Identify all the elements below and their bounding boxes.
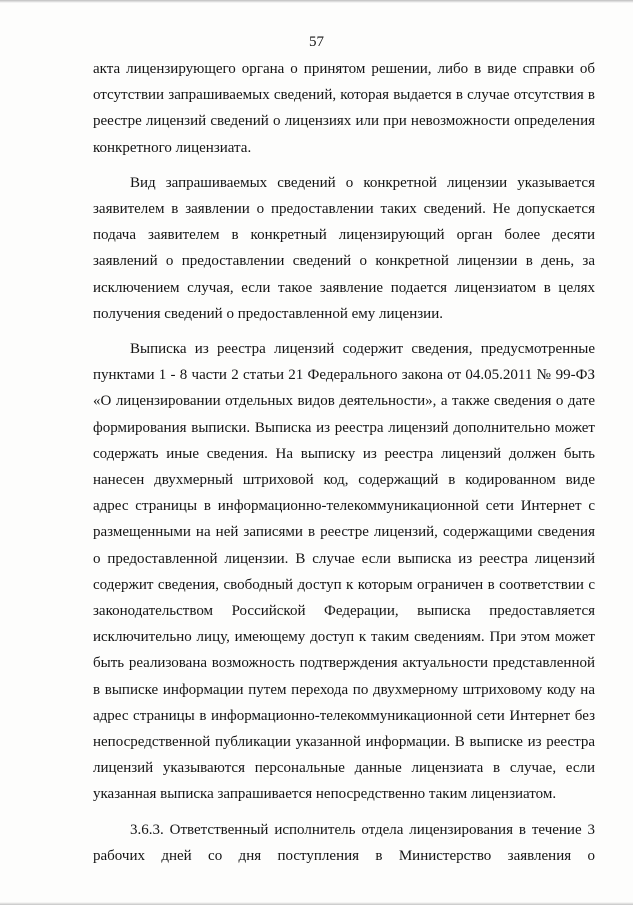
paragraph-3 — [93, 336, 595, 808]
text-line: отсутствии запрашиваемых сведений, которая выдается в случае отсутствия в — [93, 87, 595, 104]
text-line: исключением случая, если такое заявление подается лицензиатом в целях — [93, 279, 595, 296]
text-line: в выписке информации путем перехода по двухмерному штриховому коду на — [93, 681, 595, 698]
text-line: размещенными на ней записями в реестре лицензий, содержащими сведения — [93, 524, 595, 541]
text-line: о предоставленной лицензии. В случае если выписка из реестра лицензий — [93, 550, 595, 567]
text-line: Выписка из реестра лицензий содержит сведения, предусмотренные — [130, 341, 595, 358]
text-line: законодательством Российской Федерации, выписка предоставляется — [93, 603, 595, 620]
text-line: реестре лицензий сведений о лицензиях или при невозможности определения — [93, 113, 595, 130]
text-line: «О лицензировании отдельных видов деятельности», а также сведения о дате — [93, 393, 595, 410]
text-line: получения сведений о предоставленной ему лицензии. — [93, 305, 443, 322]
text-line: акта лицензирующего органа о принятом решении, либо в виде справки об — [93, 61, 595, 77]
paragraph-2 — [93, 170, 595, 327]
text-line: подача заявителем в конкретный лицензирующий орган более десяти — [93, 227, 595, 244]
text-line: адрес страницы в информационно-телекоммуникационной сети Интернет без — [93, 707, 595, 724]
text-line: нанесен двухмерный штриховой код, содержащий в кодированном виде — [93, 472, 595, 489]
text-line: пунктами 1 - 8 части 2 статьи 21 Федерального закона от 04.05.2011 № 99-ФЗ — [93, 367, 595, 384]
text-line: содержит сведения, свободный доступ к которым ограничен в соответствии с — [93, 576, 595, 593]
text-line: адрес страницы в информационно-телекоммуникационной сети Интернет с — [93, 498, 595, 515]
text-line: конкретного лицензиата. — [93, 139, 252, 156]
text-line: исключительно лицу, имеющему доступ к таким сведениям. При этом может — [93, 629, 595, 646]
text-line: Вид запрашиваемых сведений о конкретной лицензии указывается — [130, 174, 595, 191]
text-line: указанная выписка запрашивается непосредственно таким лицензиатом. — [93, 786, 557, 803]
text-line: 3.6.3. Ответственный исполнитель отдела лицензирования в течение 3 — [130, 821, 595, 838]
paragraph-4 — [93, 817, 595, 869]
text-line: лицензий указываются персональные данные лицензиата в случае, если — [93, 760, 595, 777]
text-line: заявлений о предоставлении сведений о конкретной лицензии в день, за — [93, 253, 595, 270]
text-line: формирования выписки. Выписка из реестра лицензий дополнительно может — [93, 419, 595, 436]
document-body — [93, 56, 595, 869]
text-line: рабочих дней со дня поступления в Министерство заявления о — [93, 847, 595, 864]
text-line: содержать иные сведения. На выписку из реестра лицензий должен быть — [93, 445, 595, 462]
page-number: 57 — [309, 34, 324, 50]
text-line: заявителем в заявлении о предоставлении таких сведений. Не допускается — [93, 201, 595, 218]
text-line: непосредственной публикации указанной информации. В выписке из реестра — [93, 734, 595, 751]
scan-edge-top — [0, 0, 633, 3]
text-line: быть реализована возможность подтверждения актуальности представленной — [93, 655, 595, 672]
paragraph-1 — [93, 56, 595, 161]
